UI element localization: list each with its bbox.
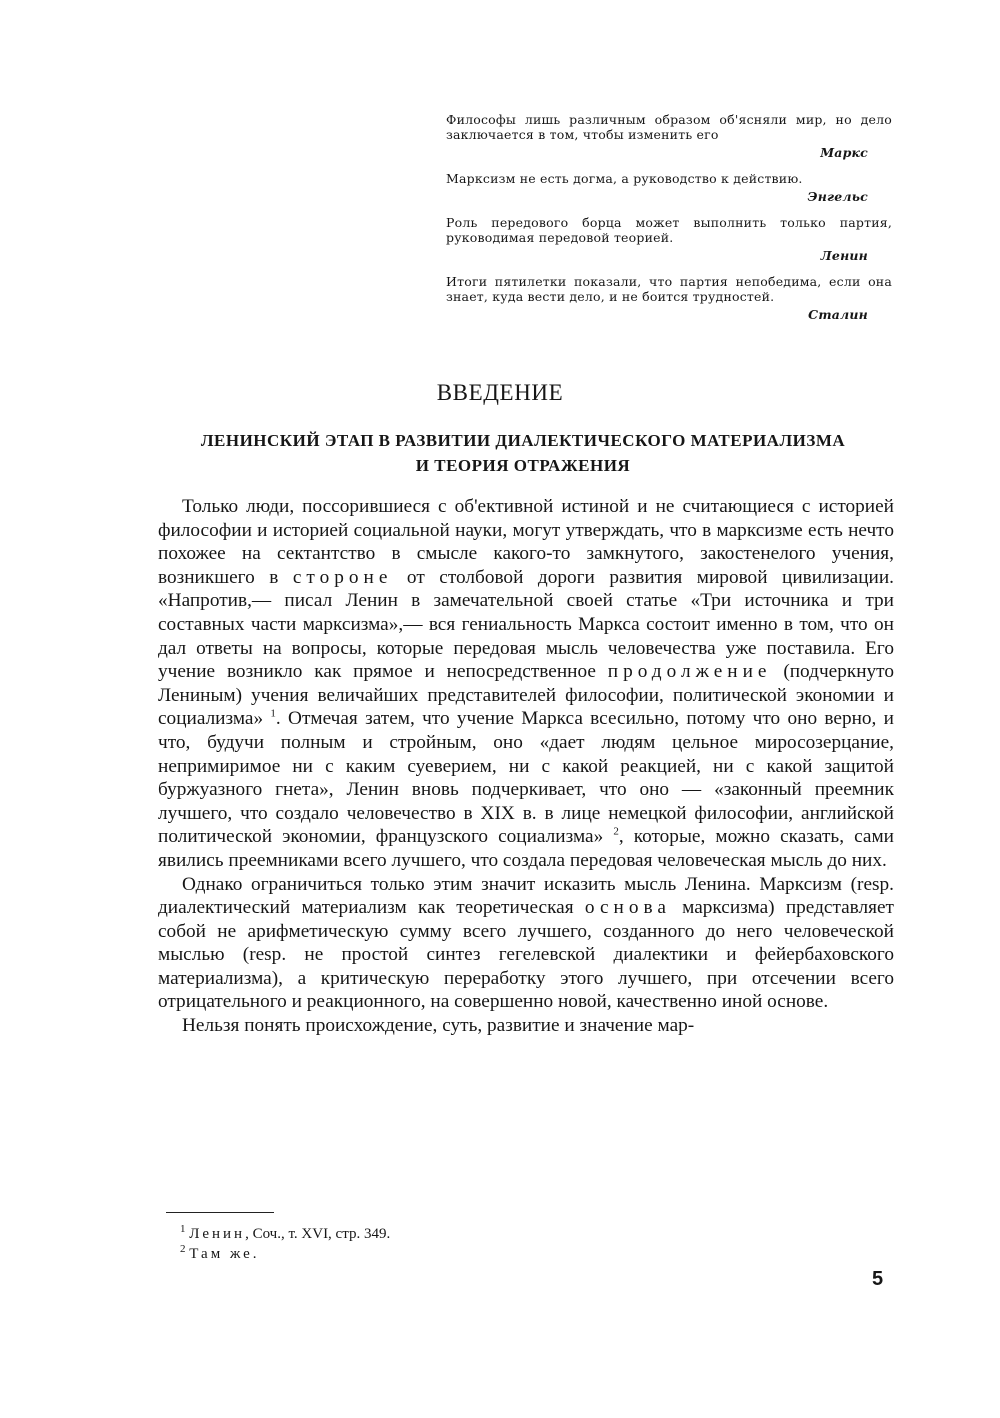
- epigraph: [446, 112, 892, 160]
- footnote-ref: 2: [613, 825, 619, 838]
- footnote-author: Там же: [189, 1246, 253, 1262]
- page-number: 5: [872, 1268, 884, 1290]
- chapter-title: ВВЕДЕНИЕ: [436, 380, 564, 405]
- footnote-text: .: [252, 1246, 257, 1262]
- epigraph-author: Маркс: [820, 145, 868, 160]
- text-run: . Отмечая затем, что учение Маркса всесильно, потому что оно верно, и что, будучи полным и стройным, оно «дает людям цельное миросозерцание, непримиримое ни с каким суеверием, ни с какой реакцией, ни с какой защитой буржуазного гнета», Ленин вновь подчеркивает, что оно — «законный преемник лучшего, что создало человечество в XIX в. в лице немецкой философии, английской политической экономии, французского социализма»: [158, 708, 894, 848]
- body-text: [158, 495, 894, 1038]
- text-run: (подчеркнуто Лениным) учения величайших представителей философии, политической экономии и социализма»: [158, 661, 894, 730]
- epigraph-quote: Итоги пятилетки показали, что партия непобедима, если она знает, куда вести дело, и не боится трудностей.: [446, 274, 892, 304]
- footnotes: [180, 1224, 680, 1264]
- spaced-emphasis: стороне: [292, 566, 393, 588]
- epigraph-author: Ленин: [820, 248, 868, 263]
- footnote: [180, 1244, 680, 1264]
- text-run: Однако ограничиться только этим значит исказить мысль Ленина. Марксизм (resp. диалектический материализм как теоретическая: [158, 873, 894, 919]
- epigraph-quote: Философы лишь различным образом об'ясняли мир, но дело заключается в том, чтобы изменить его: [446, 112, 892, 142]
- spaced-emphasis: продолжение: [607, 661, 772, 683]
- paragraph-3: Нельзя понять происхождение, суть, развитие и значение мар-: [182, 1015, 695, 1037]
- footnote-text: , Соч., т. XVI, стр. 349.: [245, 1226, 391, 1242]
- epigraph-quote: Марксизм не есть догма, а руководство к действию.: [446, 171, 803, 186]
- footnote: [180, 1224, 680, 1244]
- text-run: марксизма) представляет собой не арифметическую сумму всего лучшего, созданного до него человеческой мыслью (resp. не простой синтез гегелевской диалектики и фейербаховского материализма), а критическую переработку этого лучшего, при отсечении всего отрицательного и реакционного, на совершенно новой, качественно иной основе.: [158, 897, 894, 1013]
- text-run: от столбовой дороги развития мировой цивилизации. «Напротив,— писал Ленин в замечательной своей статье «Три источника и три составных части марксизма»,— вся гениальность Маркса состоит именно в том, что он дал ответы на вопросы, которые передовая мысль человечества уже поставила. Его учение возникло как прямое и непосредственное: [158, 566, 894, 683]
- epigraph-quote: Роль передового борца может выполнить только партия, руководимая передовой теорией.: [446, 215, 892, 245]
- epigraph: [446, 274, 892, 322]
- paragraph-2: [158, 873, 894, 1015]
- text-run: Только люди, поссорившиеся с об'ективной истиной и не считающиеся с историей философии и историей социальной науки, могут утверждать, что в марксизме есть нечто похожее на сектантство в смысле какого-то замкнутого, закостенелого учения, возникшего в: [158, 496, 894, 588]
- spaced-emphasis: основа: [584, 897, 671, 919]
- footnote-author: Ленин: [189, 1226, 246, 1242]
- epigraphs: [446, 112, 892, 333]
- footnote-ref: 1: [270, 707, 276, 720]
- epigraph: [446, 171, 892, 204]
- epigraph: [446, 215, 892, 263]
- footnote-number: 1: [180, 1223, 186, 1235]
- subtitle-line-2: И ТЕОРИЯ ОТРАЖЕНИЯ: [415, 456, 631, 475]
- text-run: , которые, можно сказать, сами явились преемниками всего лучшего, что создала передовая человеческая мысль до них.: [158, 826, 894, 871]
- subtitle-line-1: ЛЕНИНСКИЙ ЭТАП В РАЗВИТИИ ДИАЛЕКТИЧЕСКОГО МАТЕРИАЛИЗМА: [200, 431, 846, 450]
- chapter-subtitle: [148, 428, 898, 478]
- footnote-number: 2: [180, 1243, 186, 1255]
- epigraph-author: Сталин: [808, 307, 868, 322]
- epigraph-author: Энгельс: [807, 189, 868, 204]
- paragraph-1: [158, 495, 894, 873]
- footnote-divider: [166, 1212, 274, 1213]
